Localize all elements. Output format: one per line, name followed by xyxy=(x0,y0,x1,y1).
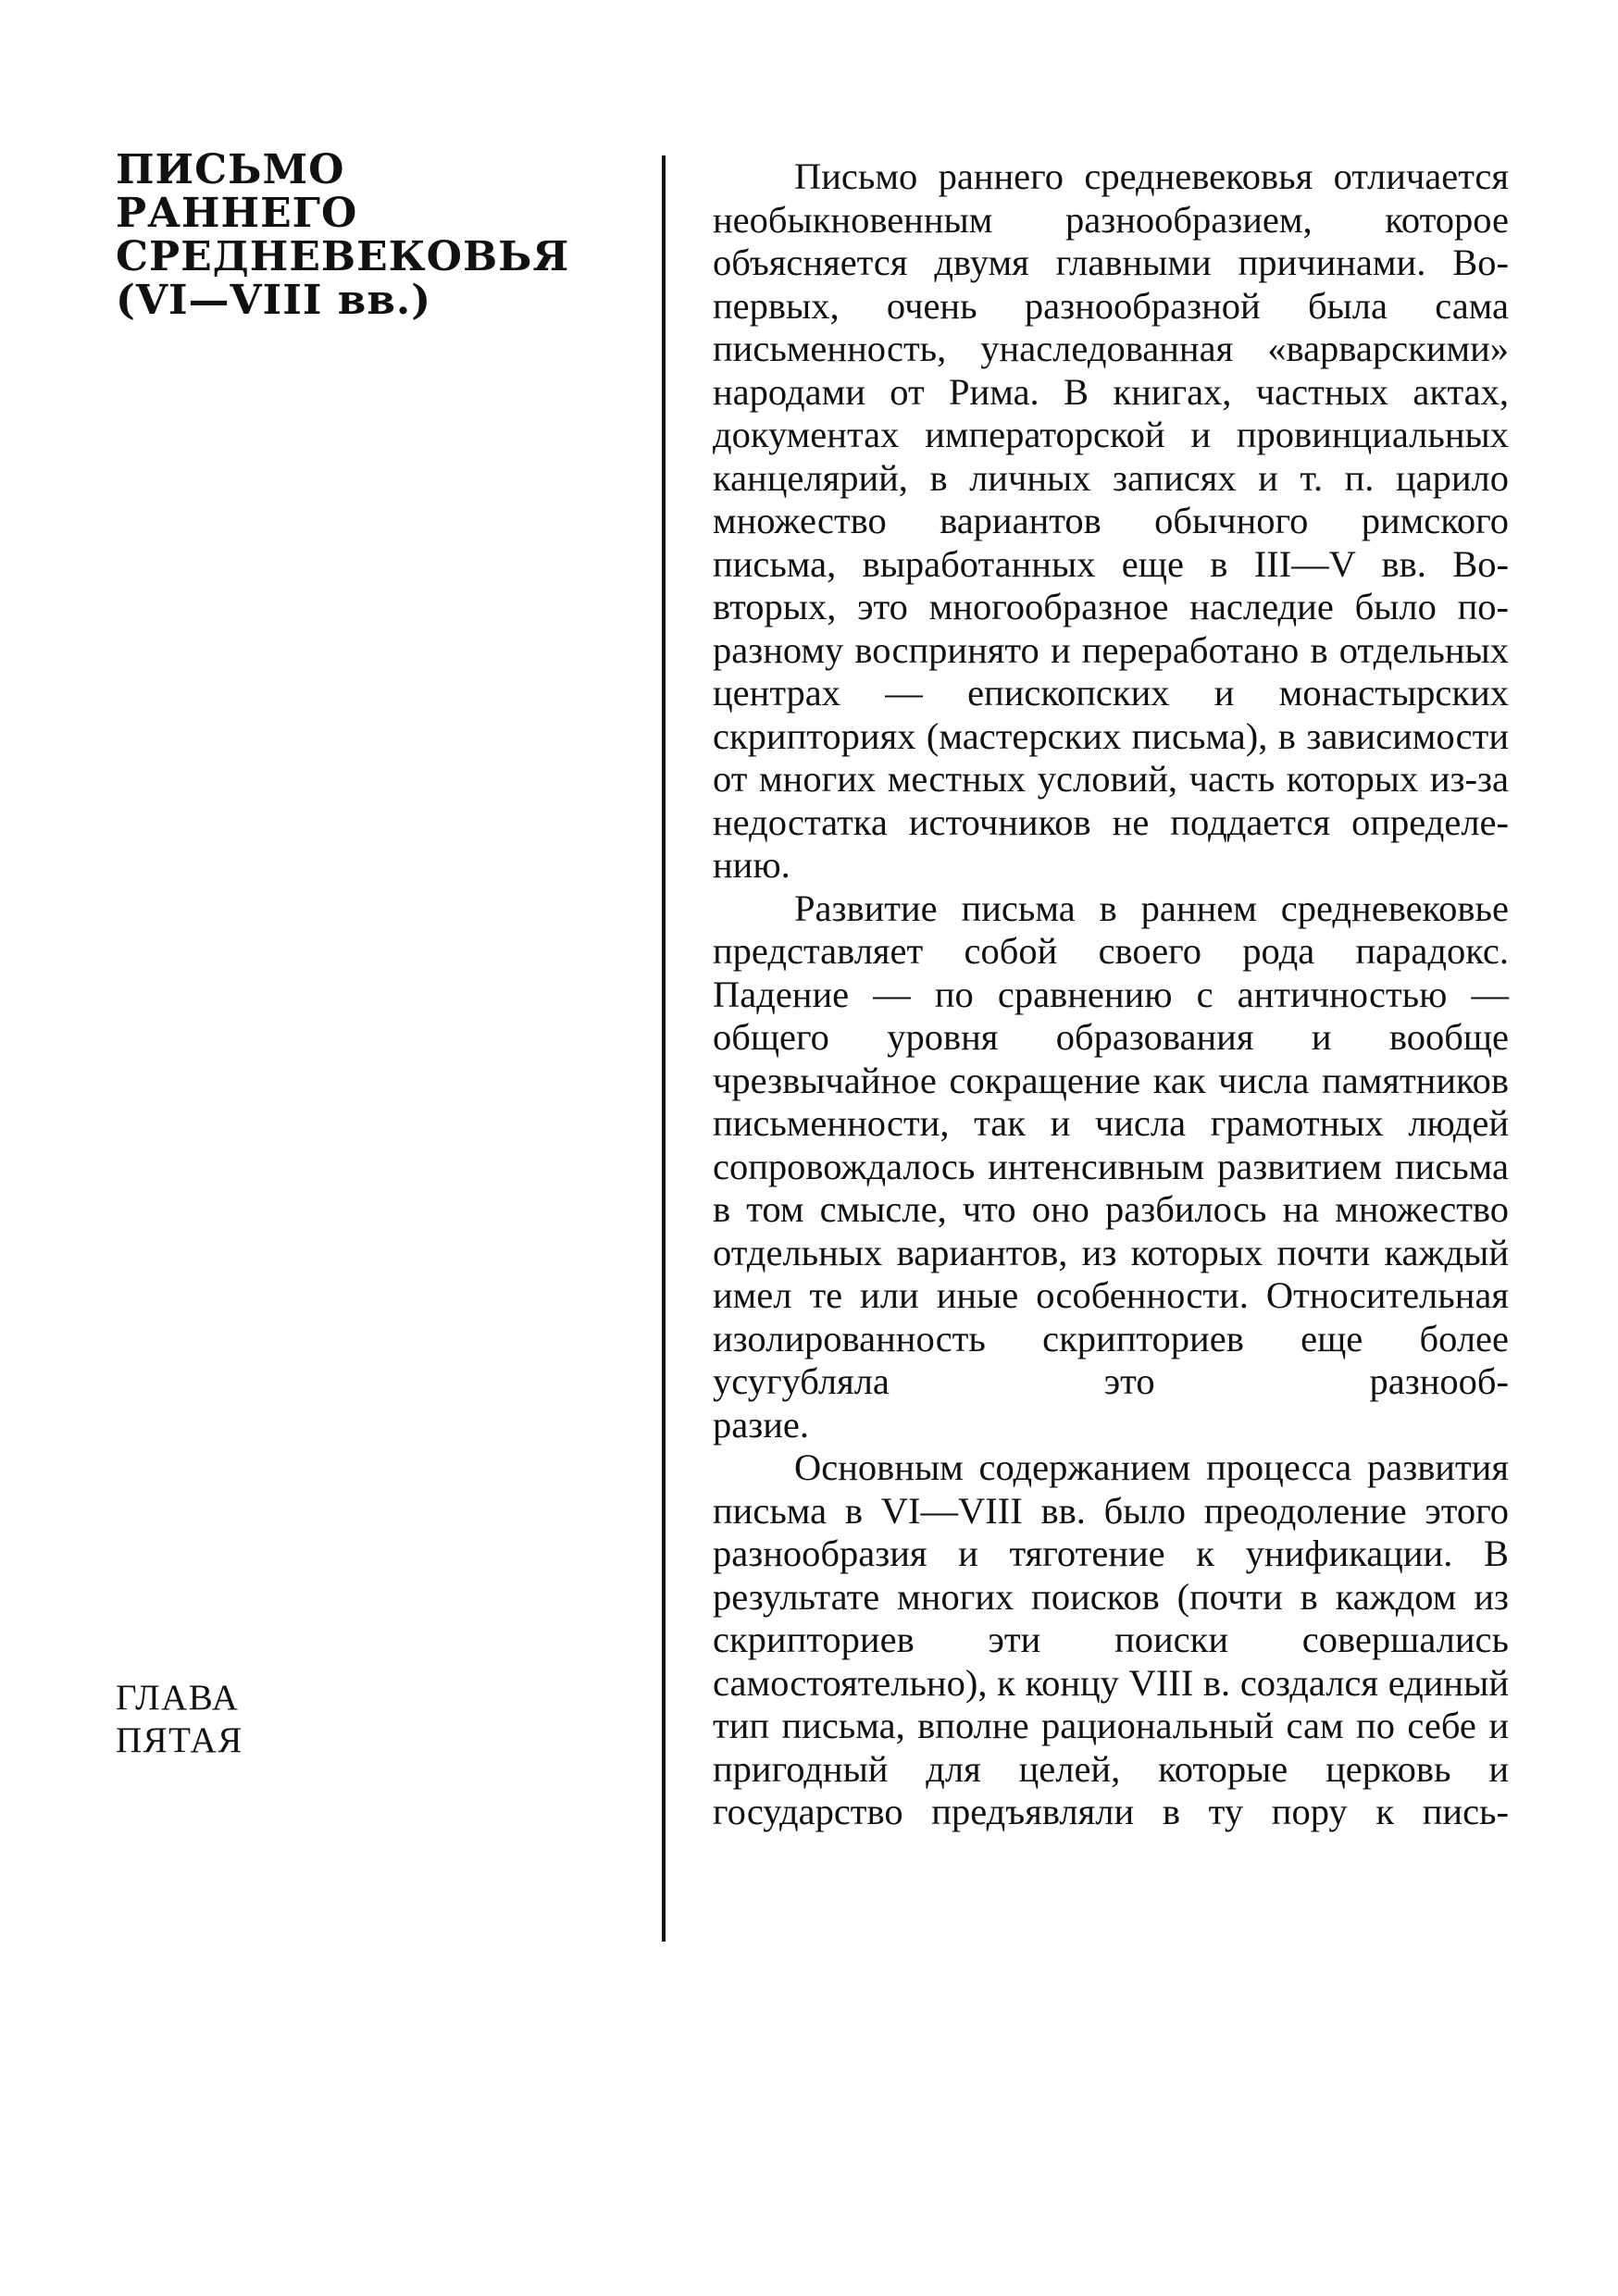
chapter-number xyxy=(116,1677,243,1762)
column-divider xyxy=(662,155,666,1942)
paragraph xyxy=(713,887,1509,1447)
paragraph-text: Основным содержанием процесса развития письма в VI—VIII вв. было преодоление этого разнообразия и тяготение к унификации. В результате многих поисков (почти в каждом из скрипториев эти поиски совершались самостоятельно), к концу VIII в. создался единый тип письма, вполне рациональный сам по себе и пригодный для целей, которые церковь и государство предъявляли в ту пору к пись- xyxy=(713,1446,1509,1832)
chapter-number-line: ПЯТАЯ xyxy=(116,1720,243,1760)
chapter-title xyxy=(116,148,597,322)
paragraph xyxy=(713,155,1509,887)
paragraph-text: Развитие письма в раннем средневековье представляет собой своего рода парадокс. Падение — по сравнению с античностью — общего уровня образования и вообще чрезвычайное сокращение как числа памятников письменности, так и числа грамотных людей сопровождалось интенсивным развитием письма в том смысле, что оно разбилось на множество отдельных вариантов, из которых почти каждый имел те или иные особенности. Относительная изолированность скрипториев еще более усугубляла это разнооб- xyxy=(713,887,1509,1402)
chapter-title-line: СРЕДНЕВЕКОВЬЯ xyxy=(116,233,570,280)
paragraph xyxy=(713,1446,1509,1834)
chapter-title-line: ПИСЬМО xyxy=(116,146,345,193)
chapter-title-line: (VI—VIII вв.) xyxy=(116,277,432,324)
paragraph-text: Письмо раннего средневековья отличается необыкновенным разнообразием, которое объясняется двумя главными причинами. Во-первых, очень разнообразной была сама письменность, унаследованная «варварскими» народами от Рима. В книгах, частных актах, документах императорской и провинциальных канцелярий, в личных записях и т. п. царило множество вариантов обычного римского письма, выработанных еще в III—V вв. Во-вторых, это многообразное наследие было по-разному воспринято и переработано в отдельных центрах — епископских и монастырских скрипториях (мастерских письма), в зависимости от многих местных условий, часть которых из-за недостатка источников не поддается определе- xyxy=(713,155,1509,843)
chapter-number-line: ГЛАВА xyxy=(116,1678,240,1718)
paragraph-end: разие. xyxy=(713,1403,809,1446)
body-text xyxy=(713,155,1509,1834)
paragraph-end: нию. xyxy=(713,844,790,886)
chapter-title-line: РАННЕГО xyxy=(116,190,358,237)
